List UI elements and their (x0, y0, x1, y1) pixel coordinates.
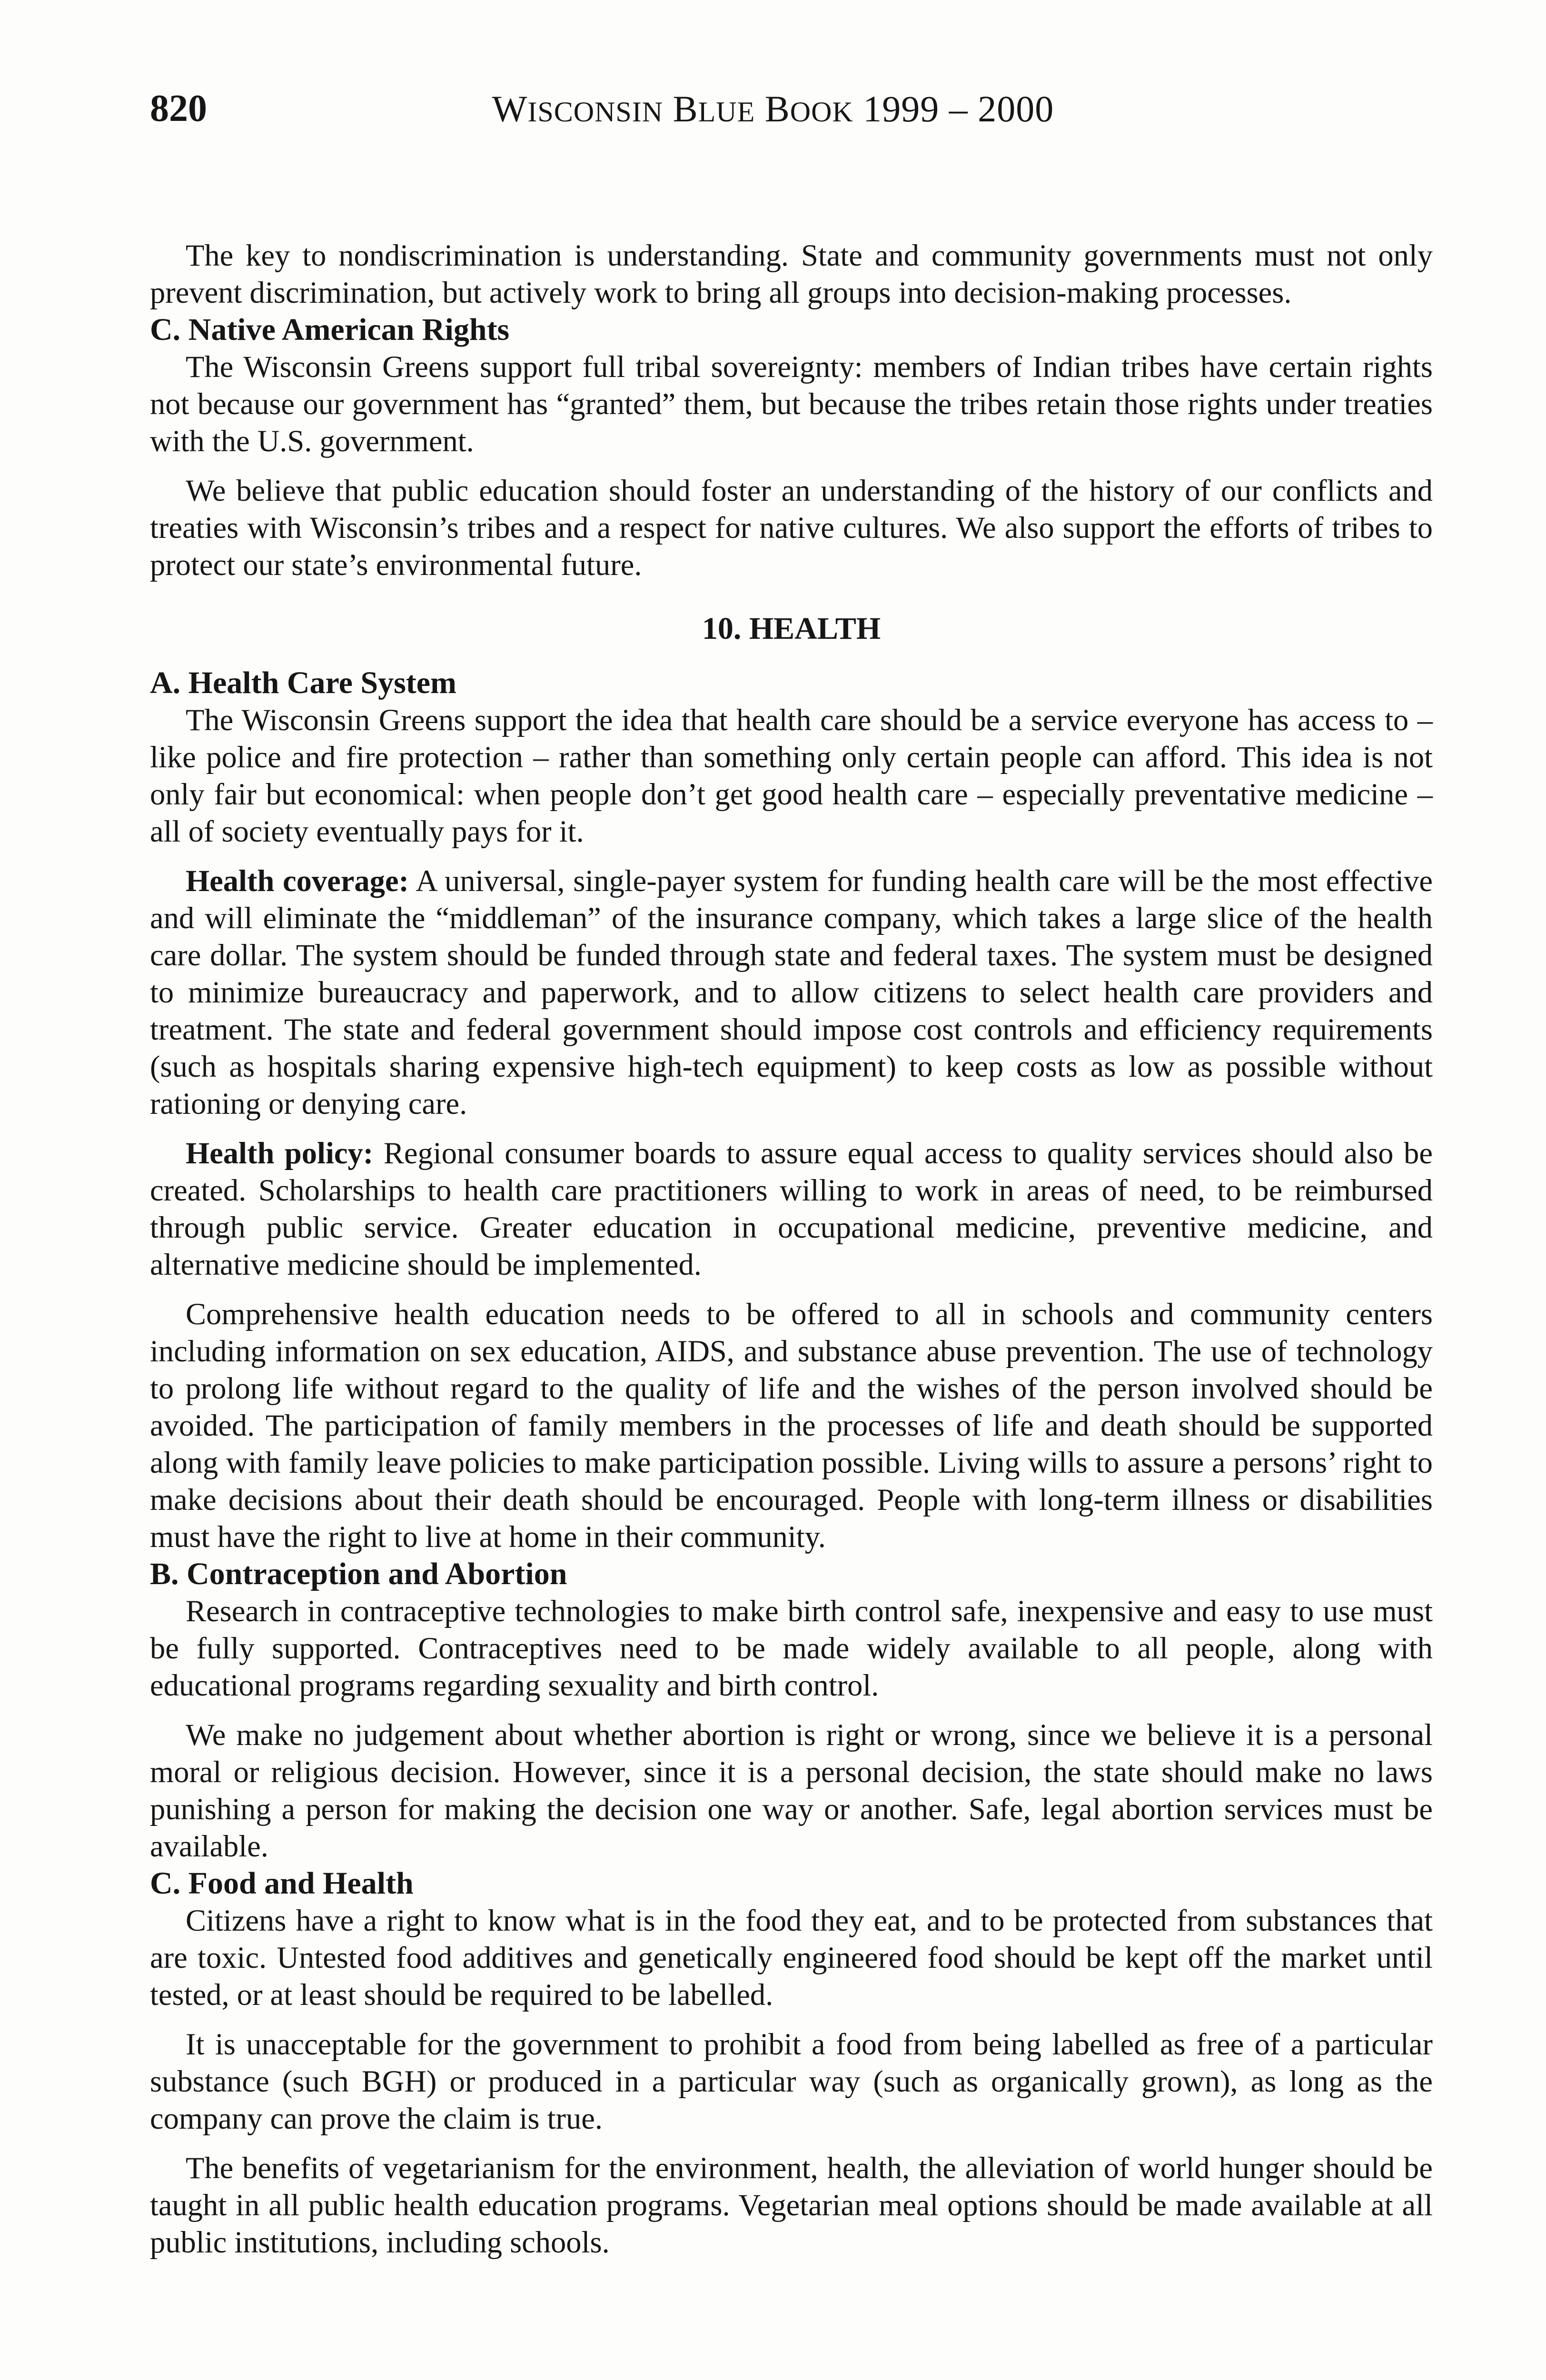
native-rights-paragraph-2: We believe that public education should foster an understanding of the history of our conflicts and treaties with Wisconsin’s tribes and a respect for native cultures. We also support the efforts of tribes to protect our state’s environmental future. (150, 474, 1433, 582)
running-head-b2: B (764, 88, 790, 129)
food-health-heading: C. Food and Health (150, 1866, 414, 1901)
health-care-system-heading: A. Health Care System (150, 665, 457, 700)
running-head (0, 90, 1546, 128)
running-head-edition: 1999 – 2000 (863, 88, 1054, 129)
contraception-heading: B. Contraception and Abortion (150, 1557, 567, 1591)
running-head-ook: OOK (790, 96, 853, 128)
abortion-paragraph: We make no judgement about whether abortion is right or wrong, since we believe it is a personal moral or religious decision. However, since it is a personal decision, the state should make no laws punishing a person for making the decision one way or another. Safe, legal abortion services must be available. (150, 1718, 1433, 1863)
running-head-b: B (673, 88, 698, 129)
health-policy-text: Regional consumer boards to assure equal access to quality services should also be created. Scholarships to health care practitioners willing to work in areas of need, to be reimbursed through public service. Greater education in occupational medicine, preventive medicine, and alternative medicine should be implemented. (150, 1136, 1433, 1281)
running-head-isconsin: ISCONSIN (527, 96, 664, 128)
food-paragraph-3: The benefits of vegetarianism for the environment, health, the alleviation of world hunger should be taught in all public health education programs. Vegetarian meal options should be made available at all public institutions, including schools. (150, 2151, 1433, 2259)
health-policy-lead: Health policy: (186, 1136, 374, 1170)
food-paragraph-1: Citizens have a right to know what is in the food they eat, and to be protected from substances that are toxic. Untested food additives and genetically engineered food should be kept off the market until tested, or at least should be required to be labelled. (150, 1904, 1433, 2012)
health-coverage-text: A universal, single-payer system for funding health care will be the most effective and will eliminate the “middleman” of the insurance company, which takes a large slice of the health care dollar. The system should be funded through state and federal taxes. The system must be designed to minimize bureaucracy and paperwork, and to allow citizens to select health care providers and treatment. The state and federal government should impose cost controls and efficiency requirements (such as hospitals sharing expensive high-tech equipment) to keep costs as low as possible without rationing or denying care. (150, 864, 1433, 1121)
page-number: 820 (150, 88, 207, 129)
native-rights-paragraph-1: The Wisconsin Greens support full tribal sovereignty: members of Indian tribes have certain rights not because our government has “granted” them, but because the tribes retain those rights under treaties with the U.S. government. (150, 350, 1433, 458)
page-body (150, 237, 1433, 2261)
native-rights-heading: C. Native American Rights (150, 312, 510, 347)
running-head-w: W (492, 88, 528, 129)
food-paragraph-2: It is unacceptable for the government to prohibit a food from being labelled as free of a particular substance (such BGH) or produced in a particular way (such as organically grown), as long as the company can prove the claim is true. (150, 2027, 1433, 2135)
health-care-paragraph-1: The Wisconsin Greens support the idea that health care should be a service everyone has access to – like police and fire protection – rather than something only certain people can afford. This idea is not only fair but economical: when people don’t get good health care – especially preventative medicine – all of society eventually pays for it. (150, 703, 1433, 848)
section-heading-health: 10. HEALTH (702, 611, 881, 646)
health-coverage-lead: Health coverage: (186, 864, 409, 898)
health-education-paragraph: Comprehensive health education needs to be offered to all in schools and community centers including information on sex education, AIDS, and substance abuse prevention. The use of technology to prolong life without regard to the quality of life and the wishes of the person involved should be avoided. The participation of family members in the processes of life and death should be supported along with family leave policies to make participation possible. Living wills to assure a persons’ right to make decisions about their death should be encouraged. People with long-term illness or disabilities must have the right to live at home in their community. (150, 1297, 1433, 1554)
contraception-paragraph-1: Research in contraceptive technologies to make birth control safe, inexpensive and easy to use must be fully supported. Contraceptives need to be made widely available to all people, along with educational programs regarding sexuality and birth control. (150, 1594, 1433, 1702)
intro-paragraph: The key to nondiscrimination is understanding. State and community governments must not only prevent discrimination, but actively work to bring all groups into decision-making processes. (150, 238, 1433, 309)
health-policy-paragraph (150, 1135, 1433, 1283)
running-head-lue: LUE (698, 96, 755, 128)
health-coverage-paragraph (150, 863, 1433, 1122)
